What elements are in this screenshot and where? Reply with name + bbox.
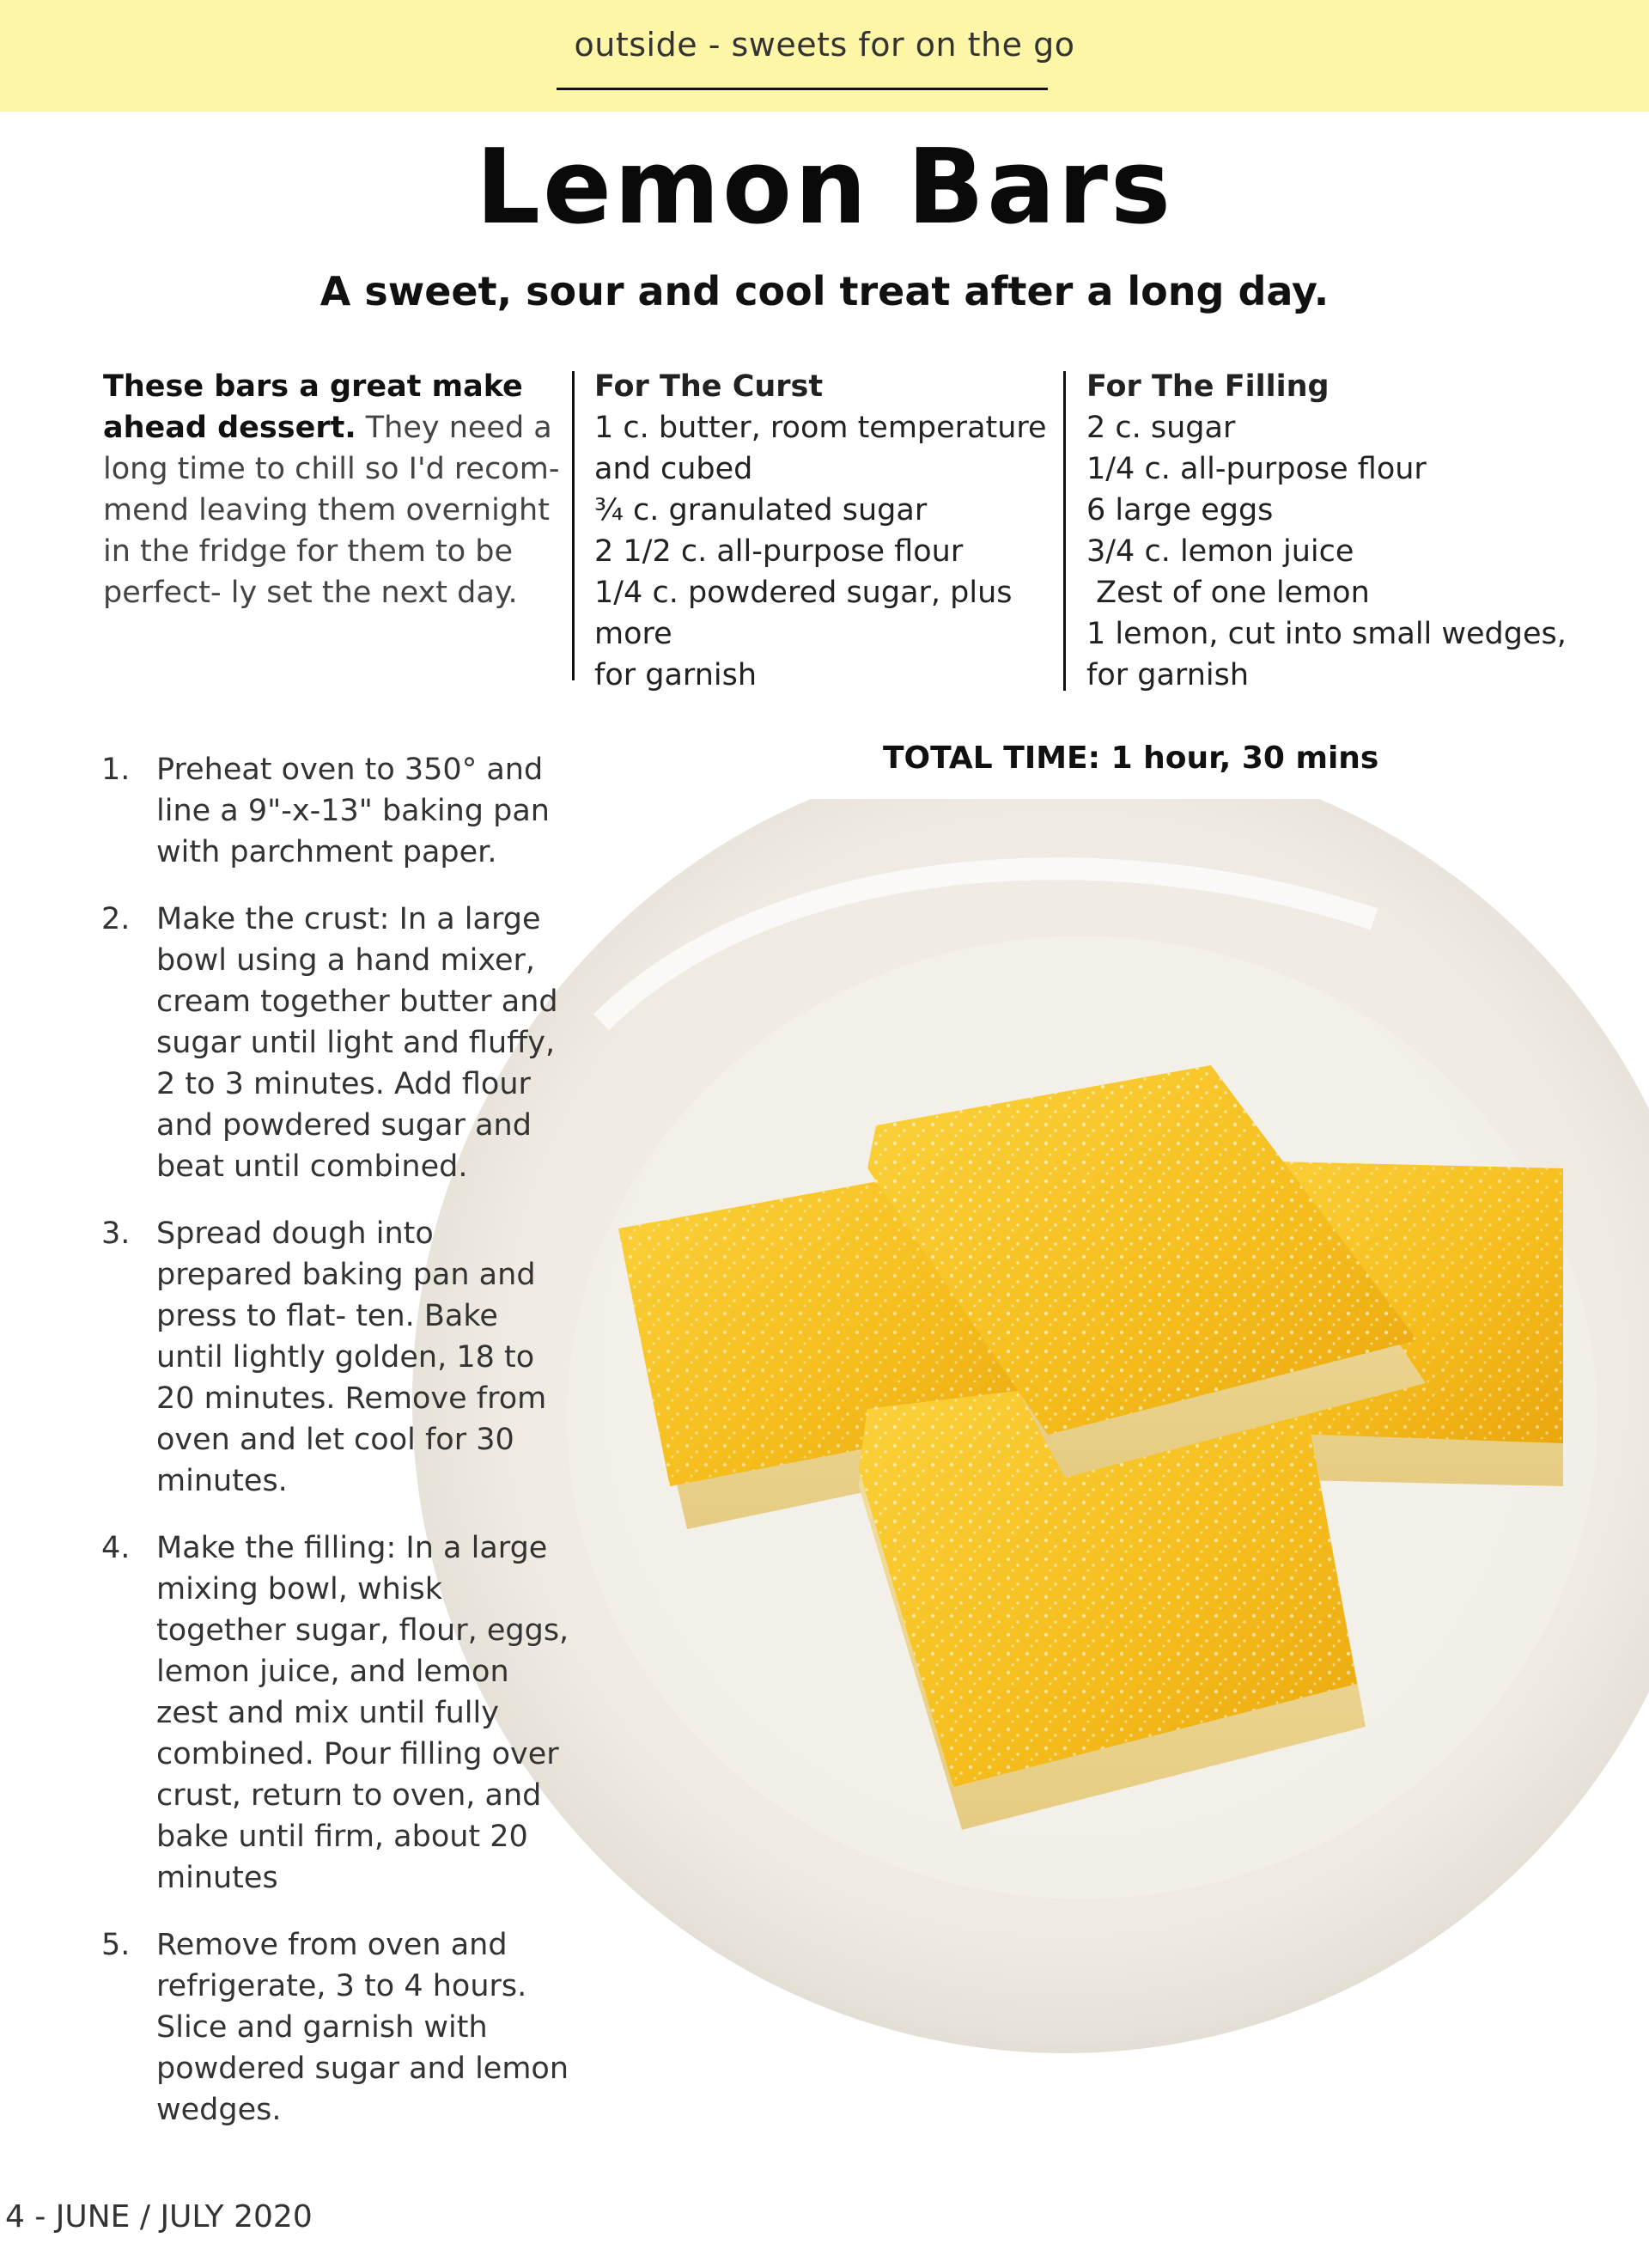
step-text: Preheat oven to 350° and line a 9"-x-13" baking pan with parchment paper. <box>156 753 550 869</box>
instruction-step <box>93 899 574 1187</box>
crust-item: for garnish <box>594 658 758 692</box>
filling-item: 6 large eggs <box>1086 493 1274 527</box>
crust-item: 1/4 c. powdered sugar, plus more <box>594 576 1013 651</box>
page-title: Lemon Bars <box>475 125 1174 247</box>
step-text: Make the filling: In a large mixing bowl, whisk together sugar, flour, eggs, lemon juice, and lemon zest and mix until fully combined. Pour filling over crust, return to oven, and bake until firm, about 20 minutes <box>156 1531 569 1895</box>
section-label: outside - sweets for on the go <box>574 26 1075 64</box>
intro-paragraph <box>103 366 567 613</box>
step-number: 5. <box>101 1928 131 1962</box>
page-subtitle: A sweet, sour and cool treat after a long day. <box>319 268 1330 314</box>
filling-item: for garnish <box>1086 658 1250 692</box>
instruction-step <box>93 1213 574 1502</box>
filling-item: 2 c. sugar <box>1086 411 1236 445</box>
page-footer: 4 - JUNE / JULY 2020 <box>5 2199 313 2234</box>
instruction-steps <box>93 749 574 2156</box>
crust-item: 2 1/2 c. all-purpose flour <box>594 534 964 569</box>
step-text: Remove from oven and refrigerate, 3 to 4 hours. Slice and garnish with powdered sugar and lemon wedges. <box>156 1928 569 2127</box>
filling-item: 3/4 c. lemon juice <box>1086 534 1354 569</box>
column-divider-1 <box>572 371 575 680</box>
intro-body: They need a long time to chill so I'd recom- mend leaving them overnight in the fridge for them to be perfect- ly set the next day. <box>103 411 560 610</box>
filling-item: 1/4 c. all-purpose flour <box>1086 452 1427 486</box>
filling-item: Zest of one lemon <box>1086 576 1370 610</box>
step-number: 1. <box>101 753 131 787</box>
crust-item: and cubed <box>594 452 753 486</box>
filling-item: 1 lemon, cut into small wedges, <box>1086 617 1567 651</box>
instruction-step <box>93 1924 574 2131</box>
crust-ingredients <box>594 366 1075 696</box>
step-text: Spread dough into prepared baking pan and press to flat- ten. Bake until lightly golden, 18 to 20 minutes. Remove from oven and let cool for 30 minutes. <box>156 1216 547 1498</box>
instruction-step <box>93 749 574 873</box>
step-text: Make the crust: In a large bowl using a hand mixer, cream together butter and sugar until light and fluffy, 2 to 3 minutes. Add flour and powdered sugar and beat until combined. <box>156 902 558 1184</box>
step-number: 2. <box>101 902 131 936</box>
filling-ingredients <box>1086 366 1567 696</box>
total-time-value: 1 hour, 30 mins <box>1110 741 1379 776</box>
total-time-label: TOTAL TIME: <box>883 741 1101 776</box>
section-rule <box>557 88 1048 90</box>
crust-item: 1 c. butter, room temperature <box>594 411 1047 445</box>
crust-item: ¾ c. granulated sugar <box>594 493 928 527</box>
column-divider-2 <box>1063 371 1066 691</box>
step-number: 4. <box>101 1531 131 1565</box>
filling-heading: For The Filling <box>1086 369 1330 404</box>
intro-lead: These bars a great make ahead dessert. <box>103 369 523 445</box>
total-time <box>883 741 1378 776</box>
step-number: 3. <box>101 1216 131 1251</box>
crust-heading: For The Curst <box>594 369 824 404</box>
instruction-step <box>93 1527 574 1899</box>
